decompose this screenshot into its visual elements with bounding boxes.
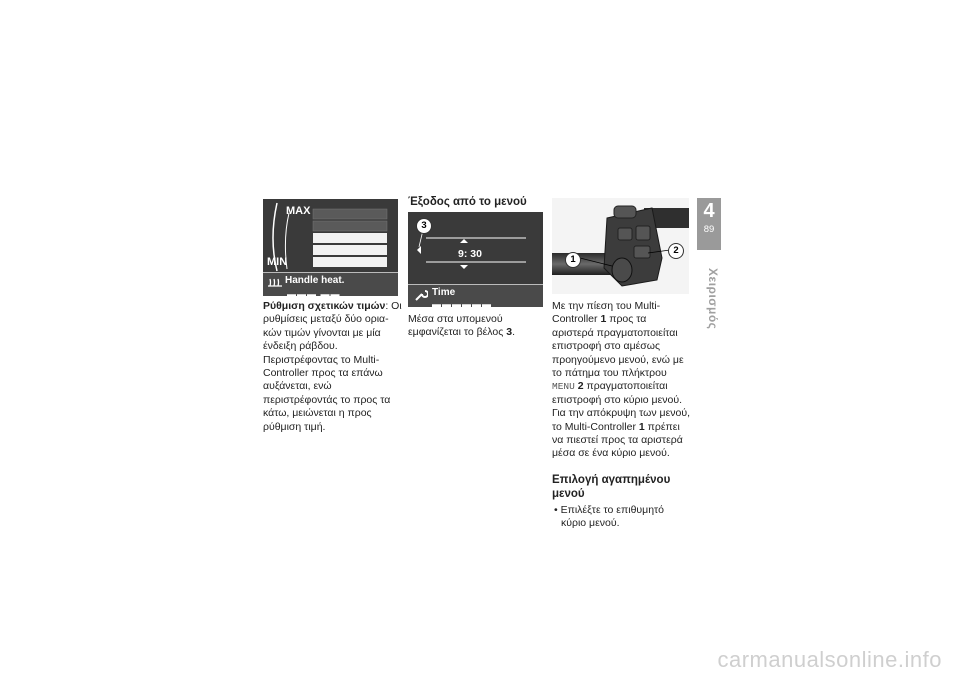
handlebar-switch-photo: [552, 198, 689, 294]
text-column-3: [552, 300, 690, 531]
inline-heading: Ρύθμιση σχετικών τιμών: [263, 300, 386, 312]
up-arrow-icon: [460, 239, 468, 243]
text-column-2: [408, 313, 548, 340]
section-exit-menu-heading: [408, 195, 548, 209]
paragraph: Για την απόκρυψη των μενού, το Multi-Controller 1 πρέπει να πιεστεί προς τα αριστερά μέσα σε ένα κύριο μενού.: [552, 407, 691, 460]
callout-3: 3: [416, 218, 432, 234]
wrench-icon: [414, 288, 428, 302]
watermark: carmanualsonline.info: [717, 647, 942, 672]
display-status-bar: [263, 272, 398, 296]
chapter-tab: [697, 198, 721, 250]
menu-item-label: Handle heat.: [285, 275, 345, 286]
menu-key-label: MENU: [552, 381, 575, 393]
menu-item-label: Time: [432, 287, 456, 298]
position-indicator: ▬▬▬ ▬▬: [287, 289, 341, 296]
section-heading: Επιλογή αγαπημένου μενού: [552, 473, 671, 500]
submenu-display: [408, 212, 543, 307]
bullet-item: • Επιλέξτε το επιθυμητό κύριο μενού.: [554, 503, 665, 530]
down-arrow-icon: [460, 265, 468, 269]
back-arrow-icon: [417, 246, 421, 254]
max-label: MAX: [286, 205, 311, 217]
text-column-1: [263, 300, 403, 434]
paragraph: Μέσα στα υπομενού εμφανίζεται το βέλος 3.: [408, 313, 515, 339]
display-status-bar: [408, 284, 543, 307]
chapter-number: 4: [703, 200, 715, 222]
page-number: 89: [703, 224, 715, 235]
heated-grip-icon: [267, 276, 283, 288]
paragraph: Με την πίεση του Multi-Controller 1 προς τα αριστερά πραγματοποιείται επιστροφή στο αμέσως προηγούμενο μενού, ενώ με το πάτημα του πλήκτρου MENU 2 πραγματοποιείται επιστροφή στο κύριο μενού.: [552, 300, 684, 406]
position-indicator: ▬▬▬▬▬▬: [432, 299, 492, 307]
chapter-title-vertical: Χειρισμός: [706, 268, 720, 330]
callout-2: 2: [668, 243, 684, 259]
heated-grip-display: [263, 199, 398, 296]
time-value: 9: 30: [458, 248, 482, 260]
paragraph: Ρύθμιση σχετικών τιμών: Οι ρυθμίσεις μεταξύ δύο ορια-κών τιμών γίνονται με μία ένδειξη ράβδου. Περιστρέφοντας το Multi-Controller προς τα επάνω αυξάνεται, ενώ περιστρέφοντάς το προς τα κάτω, μειώνεται η προς ρύθμιση τιμή.: [263, 300, 402, 433]
callout-1: 1: [565, 252, 581, 268]
min-label: MIN: [267, 256, 288, 268]
section-heading: Έξοδος από το μενού: [408, 196, 527, 208]
